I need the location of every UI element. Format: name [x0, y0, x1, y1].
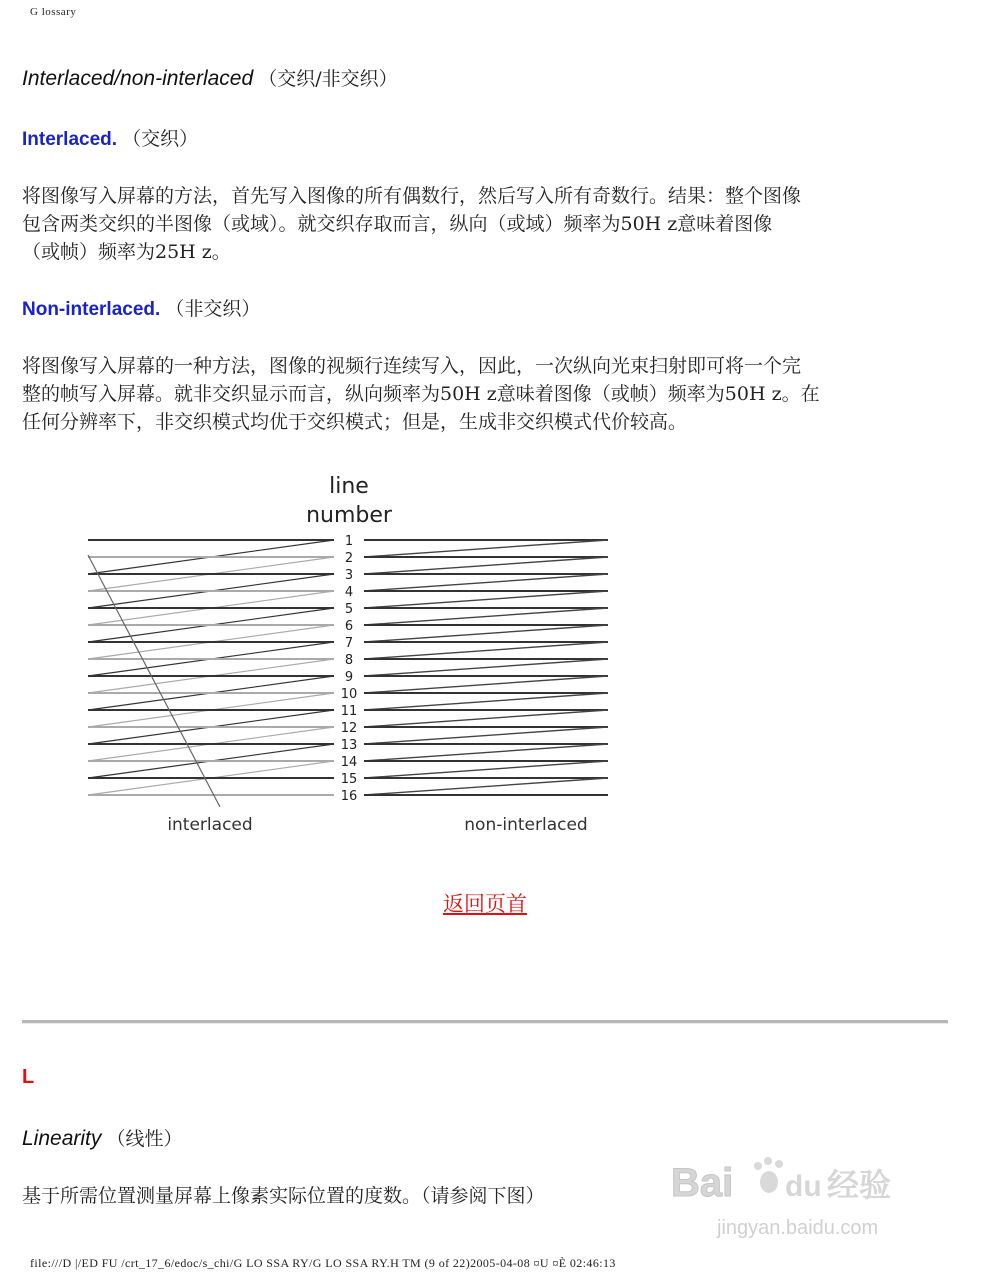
subterm-heading-interlaced — [22, 124, 198, 151]
back-to-top-container — [0, 888, 970, 918]
line-number-label: 9 — [344, 670, 354, 685]
page-header-title: G lossary — [30, 6, 77, 18]
interlaced-line-3: （或帧）频率为25H z。 — [22, 241, 231, 263]
non-interlaced-retrace — [364, 625, 608, 642]
page-footer-path: file:///D |/ED FU /crt_17_6/edoc/s_chi/G LO SSA RY/G LO SSA RY.H TM (9 of 22)2005-04-08 ¤U ¤È 02:46:13 — [30, 1256, 616, 1270]
interlaced-description — [22, 182, 952, 266]
paw-icon — [754, 1157, 783, 1193]
section-divider — [22, 1020, 948, 1024]
interlaced-line-1: 将图像写入屏幕的方法，首先写入图像的所有偶数行，然后写入所有奇数行。结果：整个图像 — [22, 185, 802, 207]
line-number-label: 3 — [344, 568, 354, 583]
term-heading-interlaced-non — [22, 64, 398, 91]
label-interlaced: interlaced — [167, 815, 253, 835]
line-number-label: 14 — [340, 755, 358, 770]
term-heading-linearity — [22, 1124, 183, 1151]
non-interlaced-retrace — [364, 778, 608, 795]
non-interlaced-scanlines — [364, 540, 608, 795]
line-number-label: 1 — [344, 534, 354, 549]
interlace-diagram — [80, 466, 620, 842]
non-interlaced-retrace — [364, 642, 608, 659]
non-interlaced-retrace — [364, 744, 608, 761]
term-linearity: Linearity — [22, 1127, 102, 1150]
diagram-title-line: line — [329, 474, 369, 499]
non-interlaced-retrace — [364, 710, 608, 727]
interlaced-scanlines — [88, 540, 334, 807]
watermark-brand-2: du — [785, 1170, 822, 1203]
line-number-label: 5 — [344, 602, 354, 617]
non-interlaced-description — [22, 352, 952, 436]
non-interlaced-retrace — [364, 727, 608, 744]
line-number-label: 11 — [340, 704, 358, 719]
interlaced-line-2: 包含两类交织的半图像（或域）。就交织存取而言，纵向（或域）频率为50H z意味着图像 — [22, 213, 773, 235]
non-interlaced-retrace — [364, 659, 608, 676]
baidu-watermark — [669, 1150, 929, 1250]
non-interlaced-retrace — [364, 557, 608, 574]
non-interlaced-retrace — [364, 761, 608, 778]
line-number-label: 4 — [344, 585, 354, 600]
subterm-non-interlaced-translation: （非交织） — [165, 298, 261, 320]
watermark-url: jingyan.baidu.com — [717, 1217, 879, 1239]
linearity-description: 基于所需位置测量屏幕上像素实际位置的度数。（请参阅下图） — [22, 1185, 545, 1207]
line-number-label: 10 — [340, 687, 358, 702]
subterm-non-interlaced: Non-interlaced. — [22, 299, 161, 320]
non-interlaced-retrace — [364, 676, 608, 693]
non-interlaced-retrace — [364, 540, 608, 557]
non-interlaced-retrace — [364, 591, 608, 608]
non-interlaced-line-1: 将图像写入屏幕的一种方法，图像的视频行连续写入，因此，一次纵向光束扫射即可将一个完 — [22, 355, 802, 377]
line-number-label: 12 — [340, 721, 358, 736]
line-number-label: 13 — [340, 738, 358, 753]
line-number-label: 7 — [344, 636, 354, 651]
watermark-brand: Bai — [671, 1161, 734, 1205]
term-linearity-translation: （线性） — [106, 1128, 183, 1150]
term-interlaced-non-translation: （交织/非交织） — [258, 68, 398, 90]
non-interlaced-retrace — [364, 608, 608, 625]
back-to-top-link[interactable]: 返回页首 — [443, 892, 527, 916]
diagram-title-number: number — [306, 503, 392, 528]
non-interlaced-retrace — [364, 693, 608, 710]
line-number-labels — [341, 534, 358, 804]
subterm-interlaced-translation: （交织） — [122, 128, 199, 150]
non-interlaced-retrace — [364, 574, 608, 591]
subterm-interlaced: Interlaced. — [22, 129, 118, 150]
line-number-label: 16 — [340, 789, 358, 804]
line-number-label: 2 — [344, 551, 354, 566]
line-number-label: 15 — [340, 772, 358, 787]
line-number-label: 6 — [344, 619, 354, 634]
non-interlaced-line-3: 任何分辨率下，非交织模式均优于交织模式；但是，生成非交织模式代价较高。 — [22, 411, 688, 433]
label-non-interlaced: non-interlaced — [464, 815, 588, 835]
term-interlaced-non: Interlaced/non-interlaced — [22, 67, 254, 90]
non-interlaced-line-2: 整的帧写入屏幕。就非交织显示而言，纵向频率为50H z意味着图像（或帧）频率为50H z。在 — [22, 383, 820, 405]
watermark-cn: 经验 — [827, 1166, 892, 1204]
subterm-heading-non-interlaced — [22, 294, 260, 321]
line-number-label: 8 — [344, 653, 354, 668]
section-letter-l: L — [22, 1066, 35, 1088]
